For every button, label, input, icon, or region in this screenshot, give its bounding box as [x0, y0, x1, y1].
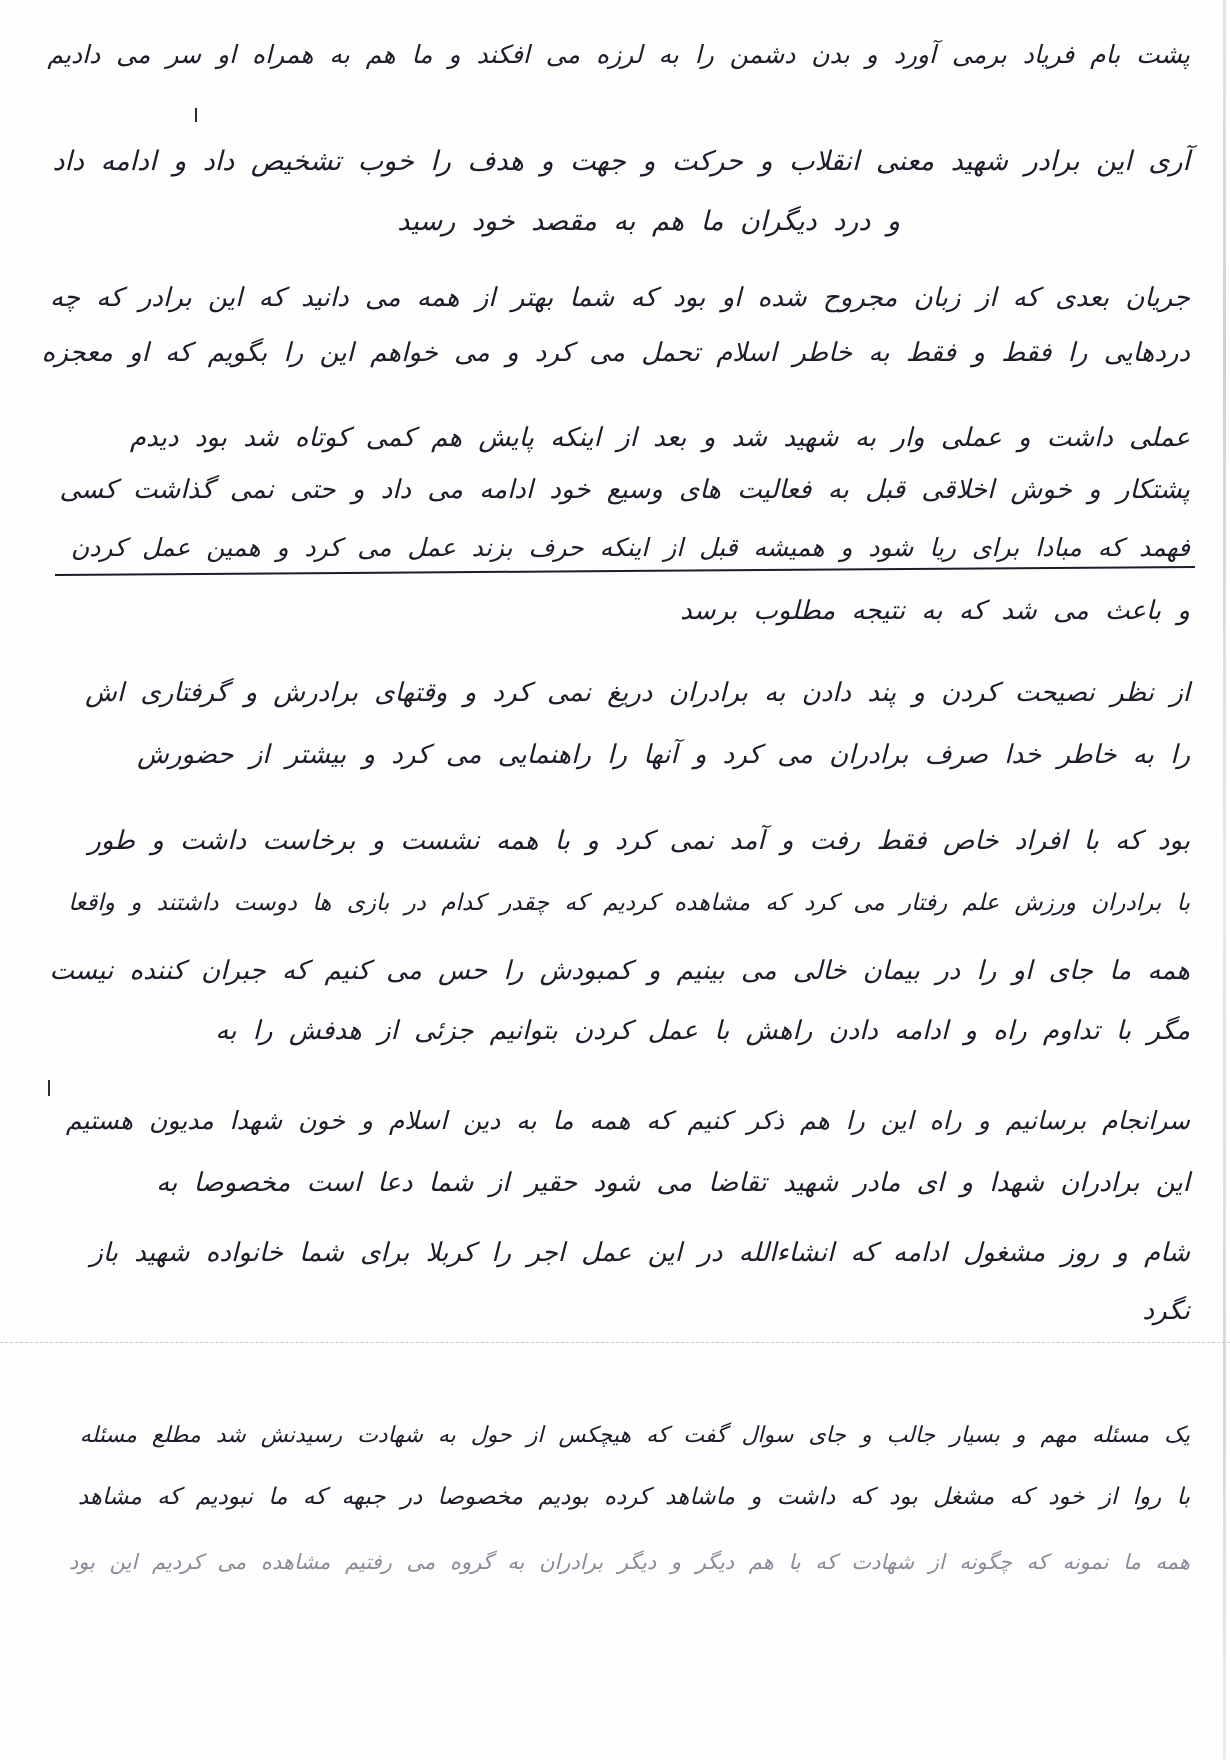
handwritten-line: را به خاطر خدا صرف برادران می کرد و آنها را راهنمایی می کرد و بیشتر از حضورش	[137, 740, 1190, 770]
handwritten-line: پشت بام فریاد برمی آورد و بدن دشمن را به لرزه می افکند و ما هم به همراه او سر می دادیم	[47, 40, 1190, 69]
handwritten-line: شام و روز مشغول ادامه که انشاءالله در این عمل اجر را کربلا برای شما خانواده شهید باز	[90, 1238, 1190, 1268]
handwritten-line: با روا از خود که مشغل بود که داشت و ماشاهد کرده بودیم مخصوصا در جبهه که ما نبودیم که مشاهد	[77, 1484, 1190, 1510]
handwritten-line: نگرد	[1142, 1296, 1190, 1326]
handwritten-line: دردهایی را فقط و فقط به خاطر اسلام تحمل می کرد و می خواهم این را بگویم که او معجزه	[41, 338, 1190, 368]
handwritten-line: با برادران ورزش علم رفتار می کرد که مشاهده کردیم که چقدر کدام در بازی ها دوست داشتند و واقعا	[68, 890, 1190, 916]
handwritten-line: پشتکار و خوش اخلاقی قبل به فعالیت های وسیع خود ادامه می داد و حتی نمی گذاشت کسی	[59, 475, 1190, 505]
handwritten-line: سرانجام برسانیم و راه این را هم ذکر کنیم که همه ما به دین اسلام و خون شهدا مدیون هستیم	[65, 1106, 1190, 1135]
handwritten-line: همه ما نمونه که چگونه از شهادت که با هم دیگر و دیگر برادران به گروه می رفتیم مشاهده می کردیم این بود	[68, 1550, 1190, 1574]
handwritten-line: همه ما جای او را در بیمان خالی می بینیم و کمبودش را حس می کنیم که جبران کننده نیست	[49, 956, 1190, 986]
handwritten-line: فهمد که مبادا برای ریا شود و همیشه قبل از اینکه حرف بزند عمل می کرد و همین عمل کردن	[70, 533, 1190, 562]
handwritten-line: از نظر نصیحت کردن و پند دادن به برادران دریغ نمی کرد و وقتهای برادرش و گرفتاری اش	[85, 678, 1190, 708]
handwritten-line: این برادران شهدا و ای مادر شهید تقاضا می شود حقیر از شما دعا است مخصوصا به	[156, 1168, 1190, 1198]
handwritten-line: جریان بعدی که از زبان مجروح شده او بود که شما بهتر از همه می دانید که این برادر که چه	[49, 283, 1190, 313]
handwritten-line: یک مسئله مهم و بسیار جالب و جای سوال گفت که هیچکس از حول به شهادت رسیدنش شد مطلع مسئله	[79, 1423, 1190, 1448]
handwritten-line: بود که با افراد خاص فقط رفت و آمد نمی کرد و با همه نشست و برخاست داشت و طور	[88, 826, 1190, 856]
handwritten-line: عملی داشت و عملی وار به شهید شد و بعد از اینکه پایش هم کمی کوتاه شد بود دیدم	[129, 423, 1190, 453]
handwritten-line: آری این برادر شهید معنی انقلاب و حرکت و جهت و هدف را خوب تشخیص داد و ادامه داد	[52, 146, 1190, 177]
pen-mark	[195, 108, 197, 122]
handwritten-underline	[55, 566, 1195, 576]
handwritten-line: و درد دیگران ما هم به مقصد خود رسید	[397, 206, 900, 237]
pen-mark	[48, 1080, 50, 1096]
scanner-edge-mark	[1223, 0, 1226, 1760]
scan-fold-line	[0, 1342, 1230, 1343]
handwritten-line: و باعث می شد که به نتیجه مطلوب برسد	[680, 596, 1190, 626]
handwritten-line: مگر با تداوم راه و ادامه دادن راهش با عمل کردن بتوانیم جزئی از هدفش را به	[215, 1016, 1190, 1046]
